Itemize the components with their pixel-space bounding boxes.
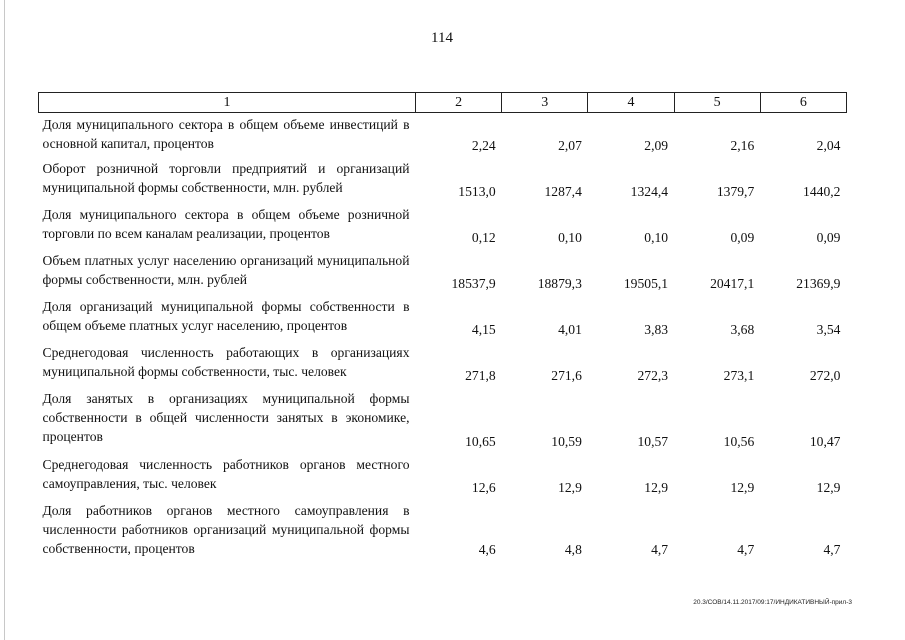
row-value: 10,47 bbox=[809, 433, 841, 449]
row-value: 10,56 bbox=[723, 433, 755, 449]
indicators-table bbox=[38, 92, 847, 561]
column-header: 3 bbox=[502, 93, 588, 113]
row-value: 1513,0 bbox=[458, 183, 496, 199]
column-header: 1 bbox=[39, 93, 416, 113]
page-number: 114 bbox=[431, 30, 453, 46]
row-value: 3,54 bbox=[816, 321, 841, 337]
table-row bbox=[39, 499, 847, 561]
row-value: 2,07 bbox=[558, 137, 582, 153]
header-row bbox=[39, 93, 847, 113]
row-value: 0,09 bbox=[816, 229, 841, 245]
table-row bbox=[39, 453, 847, 499]
column-header: 4 bbox=[588, 93, 674, 113]
row-value: 0,12 bbox=[471, 229, 496, 245]
row-value: 4,15 bbox=[471, 321, 496, 337]
row-label: Доля организаций муниципальной формы собственности в общем объеме платных услуг населению, процентов bbox=[42, 298, 410, 333]
row-value: 4,6 bbox=[478, 541, 496, 557]
row-value: 0,10 bbox=[558, 229, 582, 245]
table-row bbox=[39, 249, 847, 295]
table-row bbox=[39, 157, 847, 203]
table-row bbox=[39, 341, 847, 387]
row-value: 3,68 bbox=[730, 321, 755, 337]
row-value: 10,59 bbox=[551, 433, 582, 449]
row-label: Доля работников органов местного самоуправления в численности работников организаций муниципальной формы собственности, процентов bbox=[42, 502, 410, 556]
row-value: 273,1 bbox=[723, 367, 755, 383]
scan-edge-line bbox=[4, 0, 5, 640]
row-value: 12,9 bbox=[816, 479, 841, 495]
row-value: 2,16 bbox=[730, 137, 755, 153]
row-label: Доля муниципального сектора в общем объеме инвестиций в основной капитал, процентов bbox=[42, 117, 410, 151]
row-value: 19505,1 bbox=[623, 275, 669, 291]
row-value: 0,10 bbox=[644, 229, 669, 245]
row-value: 2,04 bbox=[816, 137, 841, 153]
row-value: 1379,7 bbox=[716, 183, 755, 199]
row-value: 1324,4 bbox=[630, 183, 669, 199]
row-value: 21369,9 bbox=[796, 275, 841, 291]
row-value: 18537,9 bbox=[451, 275, 496, 291]
row-value: 2,24 bbox=[471, 137, 496, 153]
row-value: 272,0 bbox=[809, 367, 841, 383]
row-value: 20417,1 bbox=[710, 275, 755, 291]
row-label: Доля муниципального сектора в общем объеме розничной торговли по всем каналам реализации, процентов bbox=[42, 206, 410, 241]
row-value: 1440,2 bbox=[803, 183, 841, 199]
row-label: Среднегодовая численность работающих в организациях муниципальной формы собственности, тыс. человек bbox=[42, 344, 410, 379]
column-header: 2 bbox=[416, 93, 502, 113]
footer-document-code: 20.3/СОВ/14.11.2017/09:17/ИНДИКАТИВНЫЙ-прил-3 bbox=[693, 599, 852, 606]
column-header: 6 bbox=[760, 93, 846, 113]
row-value: 4,7 bbox=[737, 541, 755, 557]
row-label: Среднегодовая численность работников органов местного самоуправления, тыс. человек bbox=[42, 456, 410, 491]
row-value: 4,7 bbox=[651, 541, 669, 557]
row-value: 1287,4 bbox=[544, 183, 582, 199]
row-value: 4,8 bbox=[564, 541, 582, 557]
row-value: 271,8 bbox=[465, 367, 496, 383]
row-value: 2,09 bbox=[644, 137, 669, 153]
row-value: 4,01 bbox=[558, 321, 582, 337]
row-label: Объем платных услуг населению организаций муниципальной формы собственности, млн. рублей bbox=[42, 252, 410, 287]
row-value: 10,57 bbox=[637, 433, 669, 449]
table-row bbox=[39, 295, 847, 341]
row-value: 18879,3 bbox=[537, 275, 582, 291]
row-label: Доля занятых в организациях муниципальной формы собственности в общей численности занятых в экономике, процентов bbox=[42, 390, 410, 444]
row-label: Оборот розничной торговли предприятий и организаций муниципальной формы собственности, млн. рублей bbox=[42, 160, 410, 195]
table-row bbox=[39, 387, 847, 453]
row-value: 12,9 bbox=[730, 479, 755, 495]
row-value: 4,7 bbox=[823, 541, 841, 557]
table-row bbox=[39, 113, 847, 157]
row-value: 12,9 bbox=[644, 479, 669, 495]
column-header: 5 bbox=[674, 93, 760, 113]
row-value: 12,9 bbox=[558, 479, 582, 495]
row-value: 272,3 bbox=[637, 367, 669, 383]
table-row bbox=[39, 203, 847, 249]
row-value: 12,6 bbox=[471, 479, 496, 495]
row-value: 0,09 bbox=[730, 229, 755, 245]
row-value: 10,65 bbox=[465, 433, 496, 449]
row-value: 271,6 bbox=[551, 367, 582, 383]
row-value: 3,83 bbox=[644, 321, 669, 337]
